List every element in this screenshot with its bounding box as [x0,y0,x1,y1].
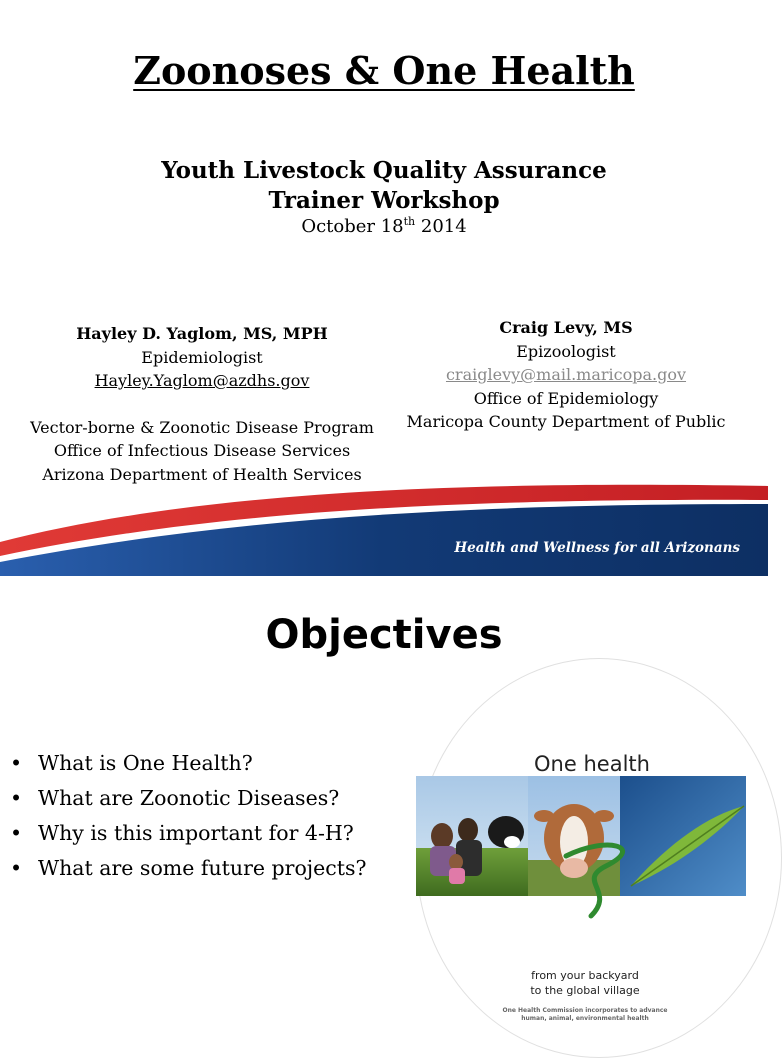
bullet-text: What is One Health? [38,751,253,775]
list-item [8,851,408,886]
presenter-right-name: Craig Levy, MS [499,318,633,337]
subtitle-line-1: Youth Livestock Quality Assurance [161,157,607,184]
objectives-slide [0,590,768,1024]
caption-line-1: from your backyard [531,969,639,982]
slide-title: Zoonoses & One Health [133,48,635,93]
bullet-text: What are some future projects? [38,856,367,880]
list-item [8,781,408,816]
presenter-right-role: Epizoologist [516,341,616,361]
date-ordinal: th [403,215,416,228]
presenter-left-department: Arizona Department of Health Services [42,464,362,484]
family-photo [416,776,528,896]
spacer [22,393,382,416]
workshop-date [0,216,768,237]
bullet-icon: • [10,786,23,810]
presenter-right-email[interactable]: craiglevy@mail.maricopa.gov [445,365,687,384]
presenter-left-role: Epidemiologist [141,347,263,367]
presenter-left-email[interactable]: Hayley.Yaglom@azdhs.gov [94,371,310,390]
bullet-icon: • [10,751,23,775]
bullet-icon: • [10,856,23,880]
one-health-title: One health [534,752,650,776]
subtitle-line-2: Trainer Workshop [268,187,500,214]
objectives-list [8,746,408,886]
bullet-icon: • [10,821,23,845]
workshop-subtitle [0,156,768,216]
caption-line-2: to the global village [530,984,640,997]
leaf-photo [620,776,746,896]
presenter-right [400,316,732,434]
presenter-left-name: Hayley D. Yaglom, MS, MPH [76,324,328,343]
presenter-left-program: Vector-borne & Zoonotic Disease Program [30,417,374,437]
footer-banner [0,470,768,576]
objectives-title: Objectives [265,612,503,658]
presenter-right-office: Office of Epidemiology [473,388,659,408]
date-prefix: October 18 [301,216,404,237]
bullet-text: What are Zoonotic Diseases? [38,786,340,810]
presenter-right-department: Maricopa County Department of Public [406,412,726,431]
bullet-text: Why is this important for 4-H? [38,821,354,845]
banner-swoosh-graphic [0,470,768,576]
one-health-caption [490,968,680,998]
list-item [8,746,408,781]
banner-tagline: Health and Wellness for all Arizonans [454,540,740,556]
date-suffix: 2014 [415,216,467,237]
list-item [8,816,408,851]
presenter-left [22,322,382,486]
cow-photo [528,776,620,896]
one-health-fine-print: One Health Commission incorporates to advance human, animal, environmental health [502,1007,668,1022]
presenter-left-office: Office of Infectious Disease Services [53,441,351,460]
one-health-photo-strip [416,776,746,896]
